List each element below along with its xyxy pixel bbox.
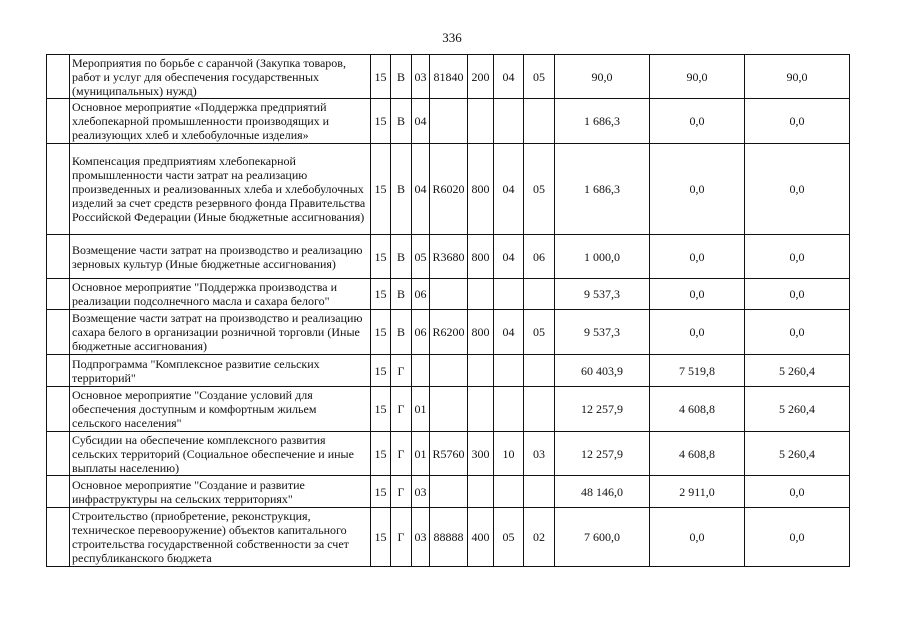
row-margin-cell xyxy=(47,310,70,355)
amount-year2-cell: 4 608,8 xyxy=(650,387,745,432)
row-margin-cell xyxy=(47,279,70,310)
amount-year3-cell: 0,0 xyxy=(745,310,850,355)
table-row xyxy=(47,144,850,235)
amount-year3-cell: 0,0 xyxy=(745,508,850,567)
chapter-code-cell xyxy=(494,355,524,387)
row-name-cell: Возмещение части затрат на производство и реализацию сахара белого в организации розничной торговли (Иные бюджетные ассигнования) xyxy=(70,310,371,355)
expense-type-cell: 800 xyxy=(468,235,494,279)
section-code-cell: 15 xyxy=(371,387,391,432)
subprogram-code-cell: В xyxy=(391,99,412,144)
expense-type-cell xyxy=(468,279,494,310)
expense-type-cell xyxy=(468,476,494,508)
amount-year1-cell: 60 403,9 xyxy=(555,355,650,387)
table-row xyxy=(47,99,850,144)
expense-type-cell xyxy=(468,99,494,144)
section-code-cell: 15 xyxy=(371,508,391,567)
amount-year1-cell: 12 257,9 xyxy=(555,432,650,476)
row-margin-cell xyxy=(47,99,70,144)
row-name-cell: Строительство (приобретение, реконструкция, техническое перевооружение) объектов капитального строительства государственной собственности за счет республиканского бюджета xyxy=(70,508,371,567)
row-name-cell: Мероприятия по борьбе с саранчой (Закупка товаров, работ и услуг для обеспечения государственных (муниципальных) нужд) xyxy=(70,55,371,99)
section-code-cell: 15 xyxy=(371,355,391,387)
direction-code-cell xyxy=(430,355,468,387)
chapter-code-cell xyxy=(494,387,524,432)
subchapter-code-cell xyxy=(524,279,555,310)
amount-year1-cell: 48 146,0 xyxy=(555,476,650,508)
chapter-code-cell: 05 xyxy=(494,508,524,567)
section-code-cell: 15 xyxy=(371,55,391,99)
expense-type-cell xyxy=(468,387,494,432)
event-code-cell: 06 xyxy=(412,310,430,355)
amount-year2-cell: 0,0 xyxy=(650,310,745,355)
section-code-cell: 15 xyxy=(371,432,391,476)
chapter-code-cell xyxy=(494,476,524,508)
subprogram-code-cell: Г xyxy=(391,432,412,476)
subprogram-code-cell: Г xyxy=(391,355,412,387)
budget-table xyxy=(46,54,850,567)
row-margin-cell xyxy=(47,355,70,387)
page-number: 336 xyxy=(442,30,462,45)
section-code-cell: 15 xyxy=(371,476,391,508)
amount-year3-cell: 0,0 xyxy=(745,279,850,310)
amount-year2-cell: 0,0 xyxy=(650,279,745,310)
expense-type-cell: 800 xyxy=(468,144,494,235)
event-code-cell: 05 xyxy=(412,235,430,279)
row-margin-cell xyxy=(47,55,70,99)
row-name-cell: Возмещение части затрат на производство и реализацию зерновых культур (Иные бюджетные ассигнования) xyxy=(70,235,371,279)
table-row xyxy=(47,235,850,279)
direction-code-cell: R5760 xyxy=(430,432,468,476)
row-name-cell: Основное мероприятие «Поддержка предприятий хлебопекарной промышленности производящих и реализующих хлеб и хлебобулочные изделия» xyxy=(70,99,371,144)
chapter-code-cell: 04 xyxy=(494,144,524,235)
section-code-cell: 15 xyxy=(371,279,391,310)
table-row xyxy=(47,476,850,508)
direction-code-cell xyxy=(430,279,468,310)
subchapter-code-cell: 05 xyxy=(524,144,555,235)
table-row xyxy=(47,310,850,355)
subchapter-code-cell xyxy=(524,355,555,387)
event-code-cell: 06 xyxy=(412,279,430,310)
event-code-cell: 03 xyxy=(412,508,430,567)
amount-year3-cell: 5 260,4 xyxy=(745,387,850,432)
row-name-cell: Основное мероприятие "Поддержка производства и реализации подсолнечного масла и сахара белого" xyxy=(70,279,371,310)
amount-year3-cell: 0,0 xyxy=(745,144,850,235)
amount-year3-cell: 90,0 xyxy=(745,55,850,99)
section-code-cell: 15 xyxy=(371,310,391,355)
section-code-cell: 15 xyxy=(371,99,391,144)
amount-year2-cell: 90,0 xyxy=(650,55,745,99)
amount-year2-cell: 0,0 xyxy=(650,144,745,235)
table-row xyxy=(47,387,850,432)
subchapter-code-cell xyxy=(524,476,555,508)
event-code-cell: 01 xyxy=(412,432,430,476)
subprogram-code-cell: В xyxy=(391,235,412,279)
subchapter-code-cell: 05 xyxy=(524,55,555,99)
row-margin-cell xyxy=(47,508,70,567)
expense-type-cell: 300 xyxy=(468,432,494,476)
direction-code-cell: R6020 xyxy=(430,144,468,235)
amount-year1-cell: 90,0 xyxy=(555,55,650,99)
row-name-cell: Субсидии на обеспечение комплексного развития сельских территорий (Социальное обеспечение и иные выплаты населению) xyxy=(70,432,371,476)
row-margin-cell xyxy=(47,432,70,476)
chapter-code-cell: 10 xyxy=(494,432,524,476)
subprogram-code-cell: Г xyxy=(391,476,412,508)
subprogram-code-cell: В xyxy=(391,310,412,355)
amount-year1-cell: 1 686,3 xyxy=(555,144,650,235)
direction-code-cell: 88888 xyxy=(430,508,468,567)
amount-year2-cell: 0,0 xyxy=(650,99,745,144)
row-margin-cell xyxy=(47,387,70,432)
amount-year3-cell: 0,0 xyxy=(745,99,850,144)
expense-type-cell: 800 xyxy=(468,310,494,355)
direction-code-cell: R3680 xyxy=(430,235,468,279)
event-code-cell: 03 xyxy=(412,55,430,99)
row-name-cell: Основное мероприятие "Создание условий для обеспечения доступным и комфортным жильем сельского населения" xyxy=(70,387,371,432)
amount-year2-cell: 4 608,8 xyxy=(650,432,745,476)
subchapter-code-cell: 05 xyxy=(524,310,555,355)
chapter-code-cell xyxy=(494,99,524,144)
row-margin-cell xyxy=(47,476,70,508)
row-name-cell: Подпрограмма "Комплексное развитие сельских территорий" xyxy=(70,355,371,387)
direction-code-cell: R6200 xyxy=(430,310,468,355)
expense-type-cell: 400 xyxy=(468,508,494,567)
row-margin-cell xyxy=(47,144,70,235)
event-code-cell: 03 xyxy=(412,476,430,508)
amount-year1-cell: 9 537,3 xyxy=(555,310,650,355)
amount-year1-cell: 1 000,0 xyxy=(555,235,650,279)
amount-year2-cell: 0,0 xyxy=(650,508,745,567)
event-code-cell: 04 xyxy=(412,144,430,235)
chapter-code-cell: 04 xyxy=(494,310,524,355)
subprogram-code-cell: В xyxy=(391,55,412,99)
table-row xyxy=(47,279,850,310)
chapter-code-cell: 04 xyxy=(494,55,524,99)
event-code-cell xyxy=(412,355,430,387)
subchapter-code-cell: 06 xyxy=(524,235,555,279)
amount-year2-cell: 0,0 xyxy=(650,235,745,279)
amount-year1-cell: 9 537,3 xyxy=(555,279,650,310)
subchapter-code-cell: 03 xyxy=(524,432,555,476)
subprogram-code-cell: Г xyxy=(391,508,412,567)
amount-year1-cell: 12 257,9 xyxy=(555,387,650,432)
amount-year3-cell: 0,0 xyxy=(745,235,850,279)
event-code-cell: 04 xyxy=(412,99,430,144)
subprogram-code-cell: В xyxy=(391,279,412,310)
direction-code-cell xyxy=(430,99,468,144)
chapter-code-cell xyxy=(494,279,524,310)
subchapter-code-cell: 02 xyxy=(524,508,555,567)
amount-year1-cell: 7 600,0 xyxy=(555,508,650,567)
expense-type-cell: 200 xyxy=(468,55,494,99)
direction-code-cell xyxy=(430,476,468,508)
subprogram-code-cell: В xyxy=(391,144,412,235)
direction-code-cell xyxy=(430,387,468,432)
row-name-cell: Основное мероприятие "Создание и развитие инфраструктуры на сельских территориях" xyxy=(70,476,371,508)
amount-year3-cell: 5 260,4 xyxy=(745,432,850,476)
table-row xyxy=(47,55,850,99)
amount-year1-cell: 1 686,3 xyxy=(555,99,650,144)
expense-type-cell xyxy=(468,355,494,387)
amount-year2-cell: 7 519,8 xyxy=(650,355,745,387)
amount-year3-cell: 0,0 xyxy=(745,476,850,508)
section-code-cell: 15 xyxy=(371,144,391,235)
amount-year3-cell: 5 260,4 xyxy=(745,355,850,387)
chapter-code-cell: 04 xyxy=(494,235,524,279)
amount-year2-cell: 2 911,0 xyxy=(650,476,745,508)
subchapter-code-cell xyxy=(524,387,555,432)
section-code-cell: 15 xyxy=(371,235,391,279)
table-row xyxy=(47,508,850,567)
event-code-cell: 01 xyxy=(412,387,430,432)
row-margin-cell xyxy=(47,235,70,279)
table-row xyxy=(47,355,850,387)
direction-code-cell: 81840 xyxy=(430,55,468,99)
subprogram-code-cell: Г xyxy=(391,387,412,432)
table-row xyxy=(47,432,850,476)
subchapter-code-cell xyxy=(524,99,555,144)
row-name-cell: Компенсация предприятиям хлебопекарной промышленности части затрат на реализацию произведенных и реализованных хлеба и хлебобулочных изделий за счет средств резервного фонда Правительства Российской Федерации (Иные бюджетные ассигнования) xyxy=(70,144,371,235)
